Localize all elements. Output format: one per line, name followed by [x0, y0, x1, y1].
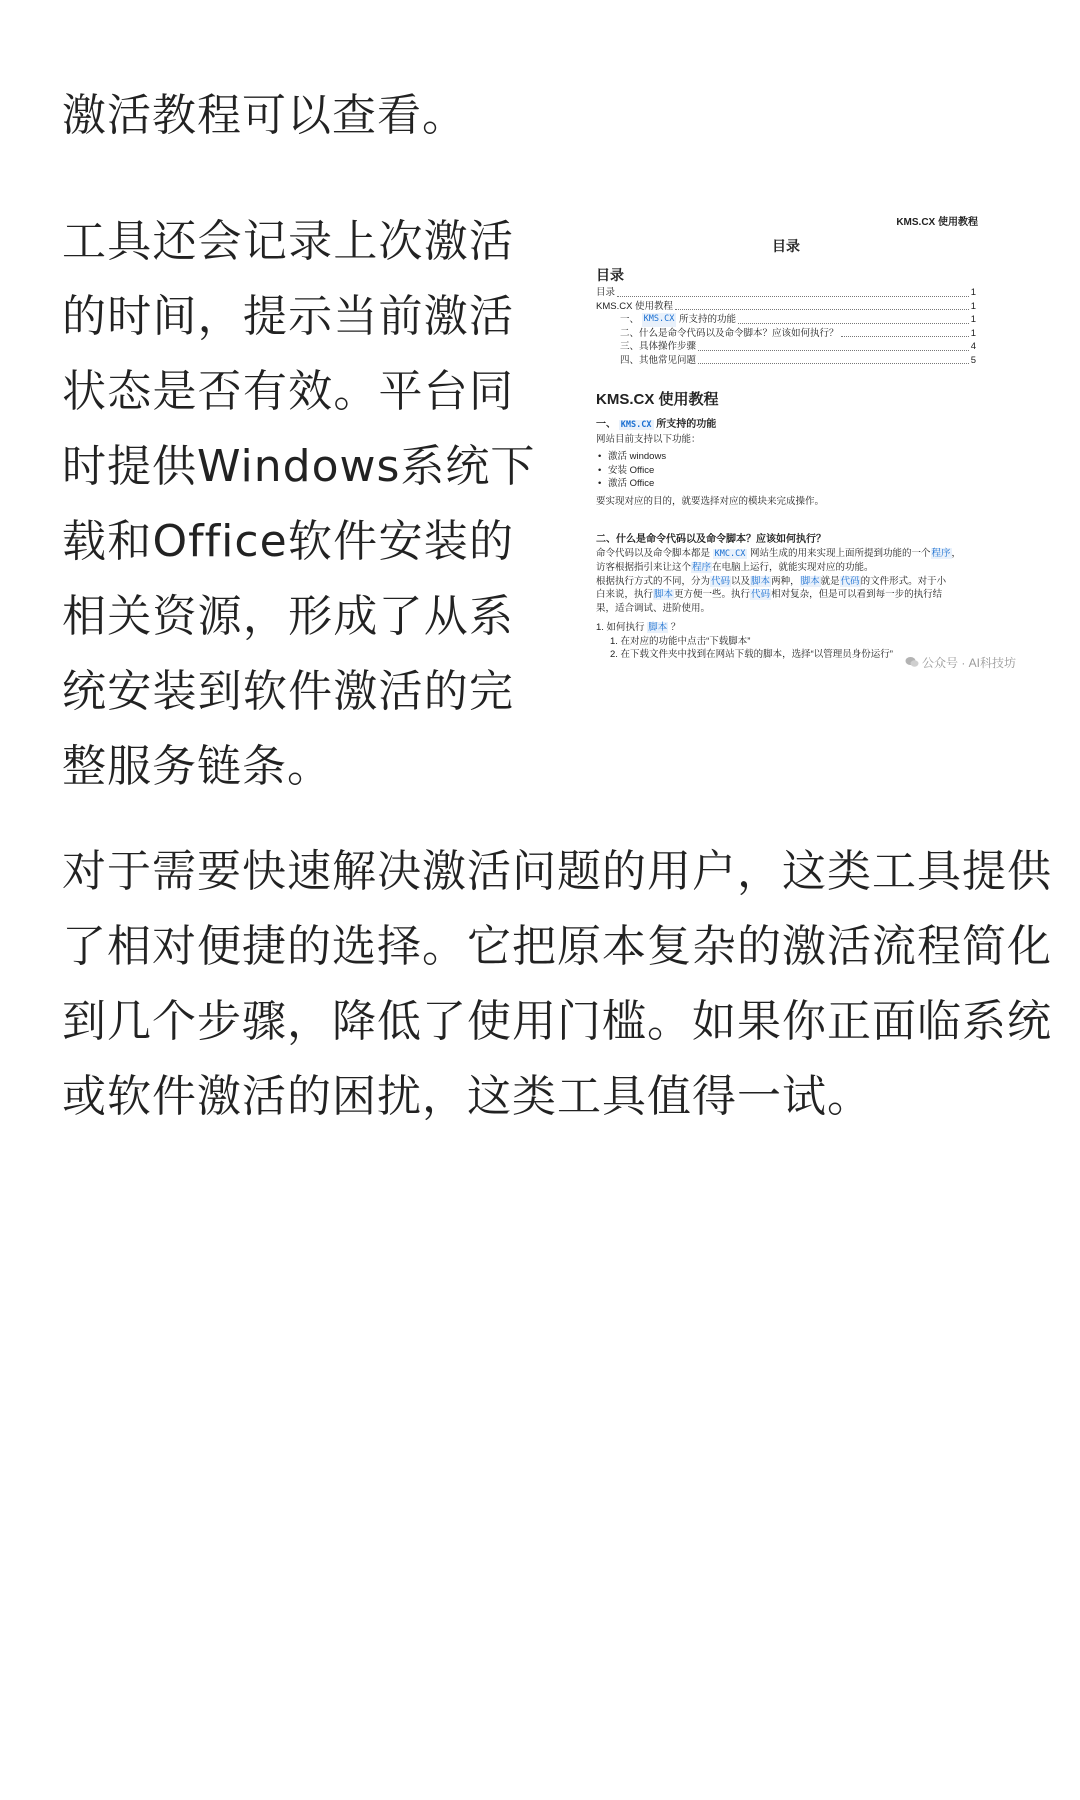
text-line: 的时间，提示当前激活 — [62, 291, 514, 342]
doc-text-line: 根据执行方式的不同，分为代码以及脚本两种，脚本就是代码的文件形式。对于小 — [596, 575, 947, 587]
toc-item: KMS.CX 使用教程 1 — [596, 300, 976, 312]
doc-section-title: KMS.CX 使用教程 — [596, 391, 719, 408]
feature-bullet: • 安装 Office — [596, 464, 981, 478]
toc-item: 四、其他常见问题 5 — [620, 354, 976, 366]
tutorial-document-image — [586, 208, 1016, 678]
text-line: 载和Office软件安装的 — [62, 516, 514, 567]
toc-item: 三、具体操作步骤 4 — [620, 341, 976, 352]
wechat-icon — [905, 656, 922, 670]
text-line: 统安装到软件激活的完 — [62, 666, 514, 717]
doc-text-line: 果，适合调试、进阶使用。 — [596, 602, 711, 614]
doc-header: KMS.CX 使用教程 — [896, 217, 978, 228]
text-line: 整服务链条。 — [62, 741, 332, 792]
text-line: 了相对便捷的选择。它把原本复杂的激活流程简化 — [62, 921, 1052, 972]
toc-item: 目录 1 — [596, 287, 976, 298]
doc-section-features — [596, 418, 981, 508]
text-line: 状态是否有效。平台同 — [62, 366, 514, 417]
doc-sub-item: 2. 在下载文件夹中找到在网站下载的脚本，选择“以管理员身份运行” — [610, 649, 893, 660]
doc-text-line: 白来说，执行脚本更方便一些。执行代码相对复杂，但是可以看到每一步的执行结 — [596, 589, 943, 600]
side-paragraph — [62, 204, 536, 804]
text-line: 对于需要快速解决激活问题的用户，这类工具提供 — [62, 846, 1052, 897]
text-line: 激活教程可以查看。 — [62, 90, 467, 141]
intro-paragraph — [62, 78, 962, 153]
doc-title: 目录 — [772, 238, 800, 254]
doc-section-commands — [596, 533, 981, 662]
table-of-contents — [596, 286, 976, 367]
toc-heading: 目录 — [596, 267, 624, 283]
doc-text-line: 命令代码以及命令脚本都是 KMC.CX 网站生成的用来实现上面所提到功能的一个程序， — [596, 547, 962, 559]
section-note: 要实现对应的目的，就要选择对应的模块来完成操作。 — [596, 495, 825, 507]
text-line: 时提供Windows系统下 — [62, 441, 536, 492]
section-heading: 一、 KMS.CX 所支持的功能 — [596, 419, 717, 430]
text-line: 相关资源，形成了从系 — [62, 591, 514, 642]
doc-sub-item: 1. 在对应的功能中点击“下载脚本” — [610, 635, 751, 647]
section-heading: 二、什么是命令代码以及命令脚本？应该如何执行？ — [596, 534, 826, 545]
feature-bullet: • 激活 Office — [596, 477, 981, 491]
toc-item: 一、 KMS.CX 所支持的功能 1 — [620, 314, 976, 325]
doc-text-line: 访客根据指引来让这个程序在电脑上运行，就能实现对应的功能。 — [596, 562, 874, 573]
text-line: 或软件激活的困扰，这类工具值得一试。 — [62, 1071, 872, 1122]
toc-item: 二、什么是命令代码以及命令脚本？应该如何执行？ 1 — [620, 327, 976, 339]
section-intro: 网站目前支持以下功能： — [596, 433, 701, 445]
doc-list-item: 1. 如何执行 脚本 ？ — [596, 622, 681, 633]
conclusion-paragraph — [62, 834, 1052, 1134]
watermark: 公众号 · AI科技坊 — [905, 654, 1016, 671]
text-line: 工具还会记录上次激活 — [62, 216, 514, 267]
feature-bullet: • 激活 windows — [596, 450, 981, 464]
text-line: 到几个步骤，降低了使用门槛。如果你正面临系统 — [62, 996, 1052, 1047]
